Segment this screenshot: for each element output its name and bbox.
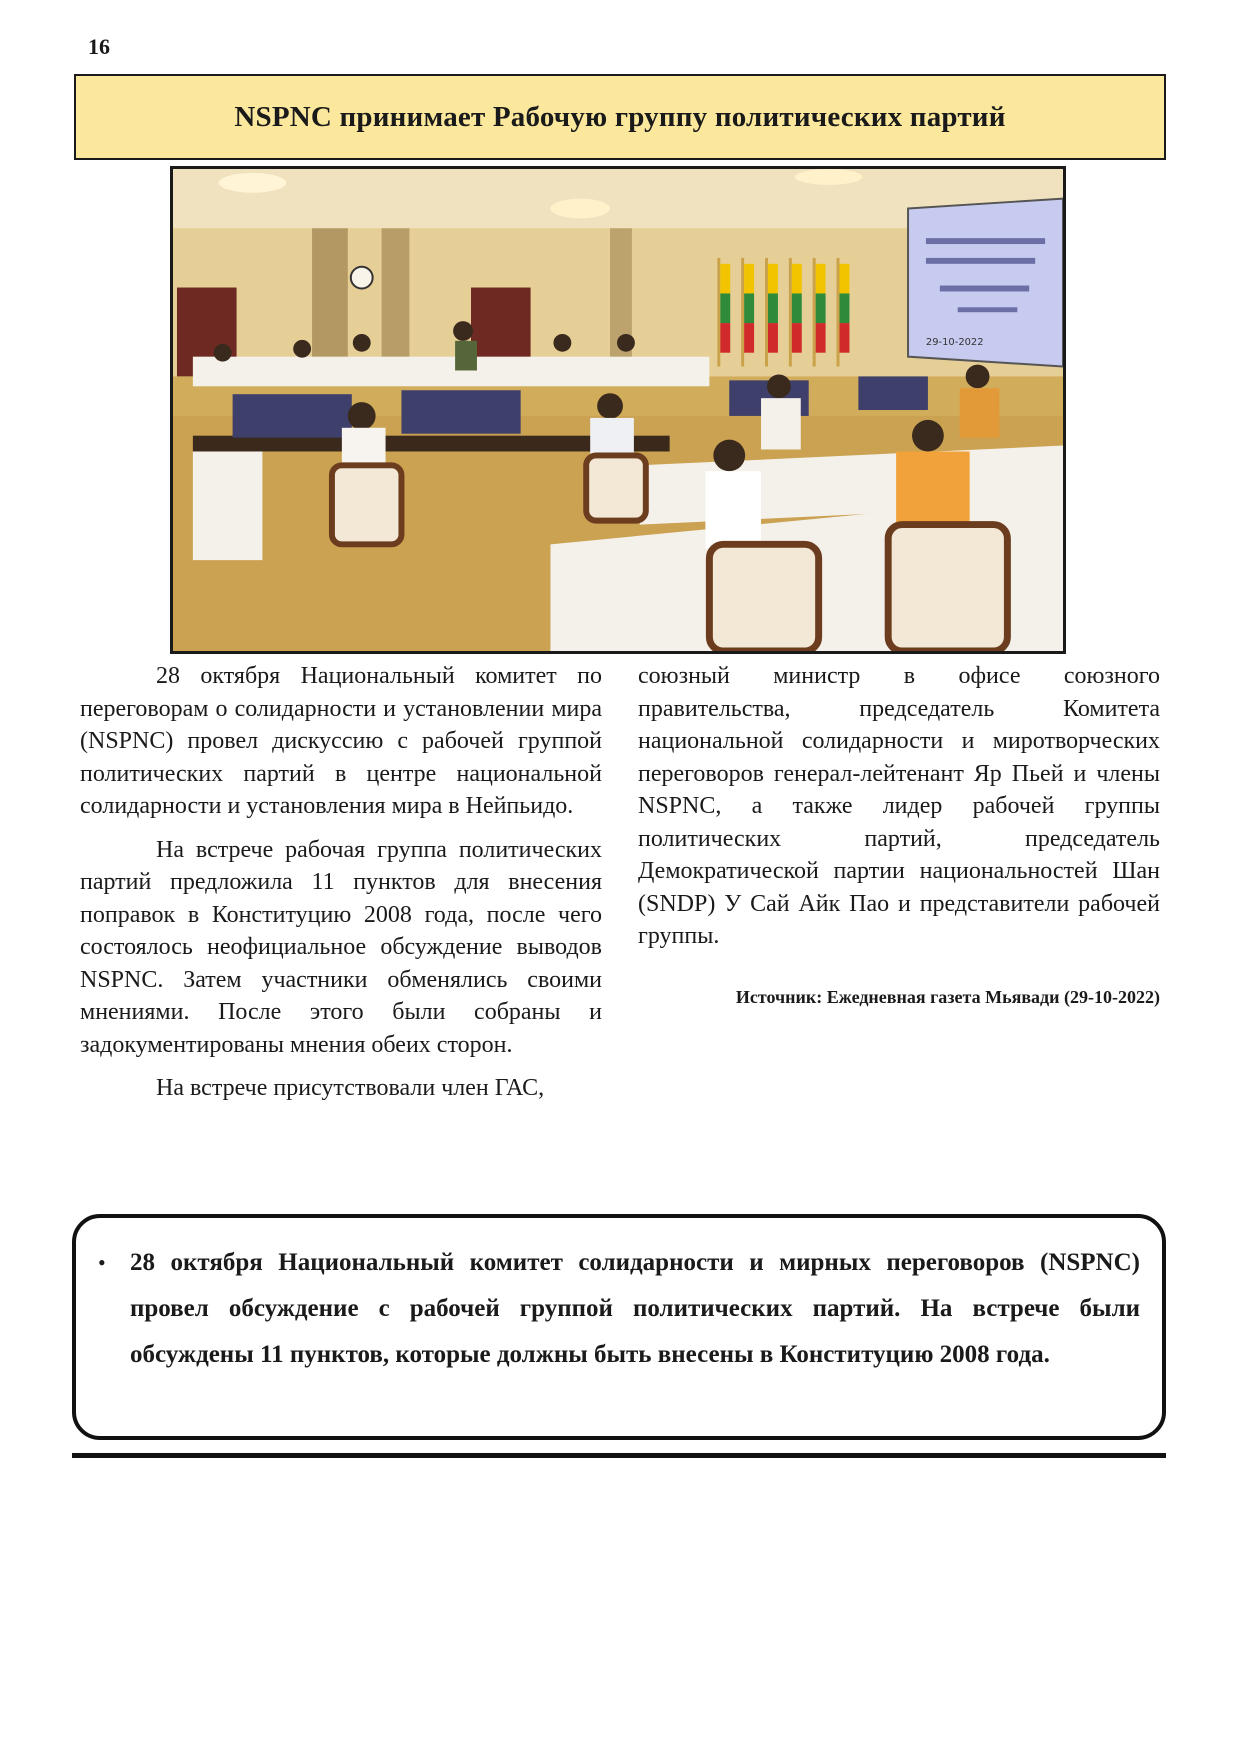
- article-left-column: [80, 660, 602, 1116]
- summary-item: [98, 1240, 1140, 1378]
- article-source: Источник: Ежедневная газета Мьявади (29-10-2022): [735, 986, 1160, 1007]
- summary-box: [72, 1214, 1166, 1440]
- article-paragraph-4: союзный министр в офисе союзного правительства, председатель Комитета национальной солидарности и миротворческих переговоров генерал-лейтенант Яр Пьей и члены NSPNC, а также лидер рабочей группы политических партий, председатель Демократической партии национальностей Шан (SNDP) У Сай Айк Пао и представители рабочей группы.: [638, 663, 1160, 949]
- bullet-icon: •: [98, 1250, 106, 1275]
- article-paragraph-2: На встрече рабочая группа политических партий предложила 11 пунктов для внесения поправок в Конституцию 2008 года, после чего состоялось неофициальное обсуждение выводов NSPNC. Затем участники обменялись своими мнениями. После этого были собраны и задокументированы мнения обеих сторон.: [80, 836, 602, 1058]
- bottom-divider: [72, 1453, 1166, 1458]
- page-number: 16: [88, 34, 110, 59]
- summary-text: 28 октября Национальный комитет солидарности и мирных переговоров (NSPNC) провел обсуждение с рабочей группой политических партий. На встрече были обсуждены 11 пунктов, которые должны быть внесены в Конституцию 2008 года.: [130, 1249, 1140, 1368]
- article-paragraph-3: На встрече присутствовали член ГАС,: [156, 1075, 545, 1101]
- title-banner: [74, 74, 1166, 160]
- article-paragraph-1: 28 октября Национальный комитет по переговорам о солидарности и установлении мира (NSPNC) провел дискуссию с рабочей группой политических партий в центре национальной солидарности и установления мира в Нейпьидо.: [80, 663, 602, 819]
- article-right-column: [638, 660, 1160, 1024]
- page-title: NSPNC принимает Рабочую группу политических партий: [234, 100, 1006, 133]
- meeting-photo: [170, 166, 1066, 654]
- screen-date: 29-10-2022: [925, 336, 984, 348]
- meeting-room-illustration: [173, 169, 1063, 651]
